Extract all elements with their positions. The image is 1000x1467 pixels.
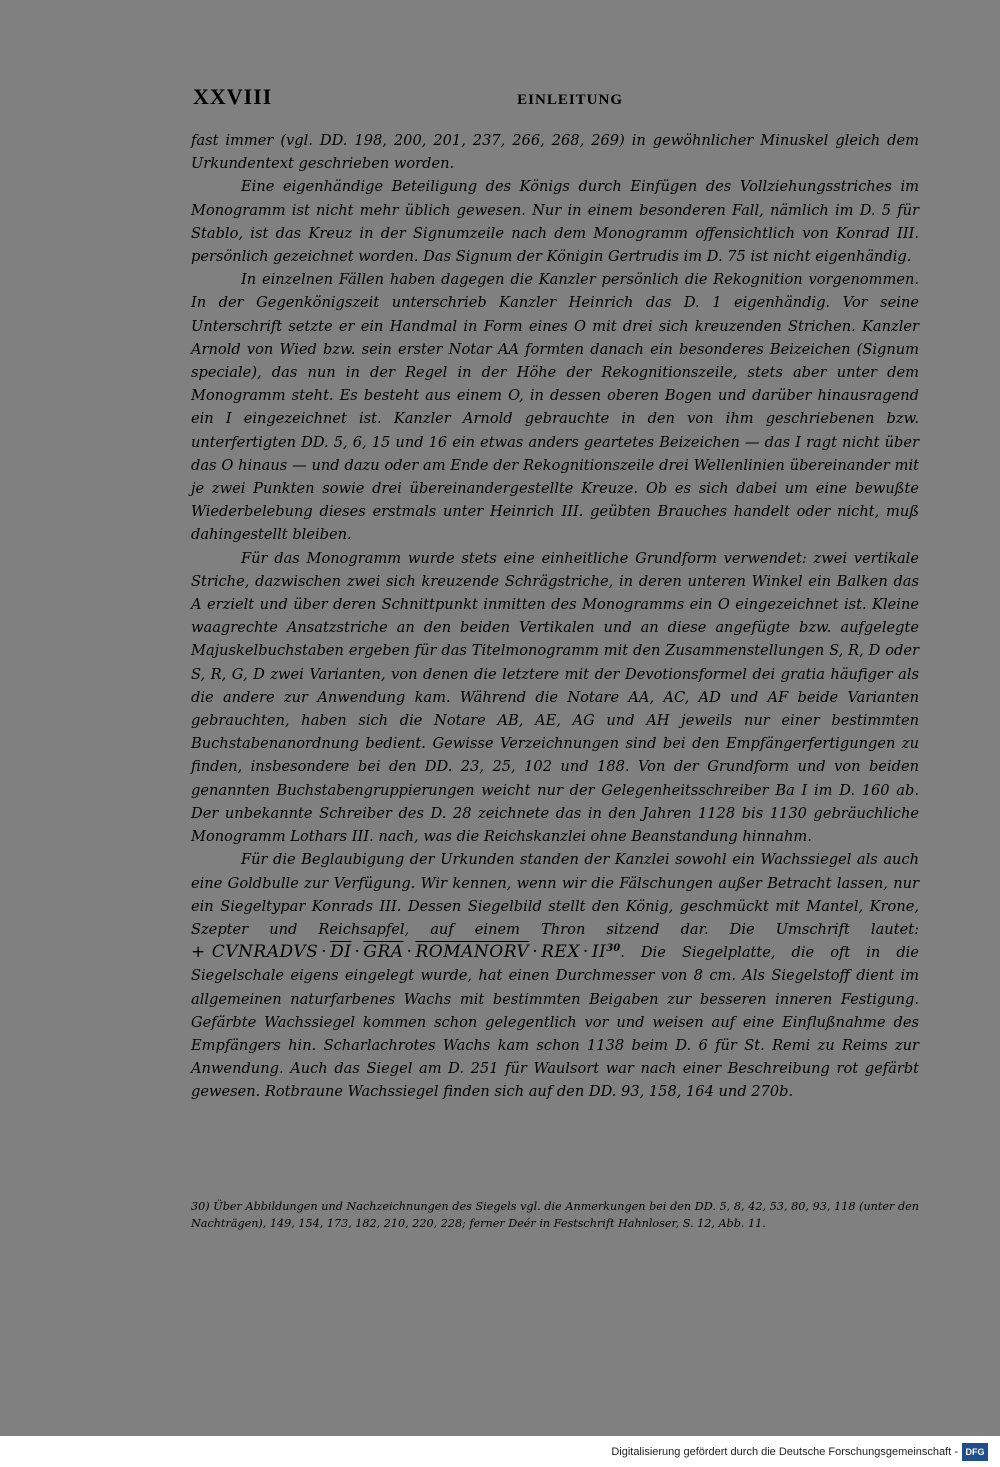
- seal-separator: ·: [354, 942, 361, 963]
- seal-separator: ·: [321, 942, 328, 963]
- seal-legend-word: II: [591, 942, 607, 963]
- funding-notice: Digitalisierung gefördert durch die Deutsche Forschungsgemeinschaft -: [611, 1446, 958, 1458]
- seal-legend-word: $\overline{GRA}$: [363, 942, 404, 963]
- paragraph-rekognition: In einzelnen Fällen haben dagegen die Kanzler persönlich die Rekognition vorgenommen. In der Gegenkönigszeit unterschrieb Kanzler Heinrich das D. 1 eigenhändig. Vor seine Unterschrift setzte er ein Handmal in Form eines O mit drei sich kreuzenden Strichen. Kanzler Arnold von Wied bzw. sein erster Notar AA formten danach ein besonderes Beizeichen (Signum speciale), das nun in der Regel in der Höhe der Rekognitionszeile, stets aber unter dem Monogramm steht. Es besteht aus einem O, in dessen oberen Bogen und darüber hinausragend ein I eingezeichnet ist. Kanzler Arnold gebrauchte in den von ihm geschriebenen bzw. unterfertigten DD. 5, 6, 15 und 16 ein etwas anders geartetes Beizeichen — das I ragt nicht über das O hinaus — und dazu oder am Ende der Rekognitionszeile drei Wellenlinien übereinander mit je zwei Punkten sowie drei übereinandergestellte Kreuze. Ob es sich dabei um eine bewußte Wiederbelebung dieses erstmals unter Heinrich III. geübten Brauches handelt oder nicht, muß dahingestellt bleiben.: [191, 271, 919, 544]
- seal-legend-word: REX: [541, 942, 580, 963]
- page-number: XXVIII: [193, 84, 273, 109]
- seal-separator: ·: [406, 942, 413, 963]
- footer-bar: [0, 1436, 1000, 1467]
- seal-legend-word: $\overline{DI}$: [330, 942, 352, 963]
- running-head: EINLEITUNG: [517, 92, 623, 108]
- paragraph-monogramm: Für das Monogramm wurde stets eine einheitliche Grundform verwendet: zwei vertikale Striche, dazwischen zwei sich kreuzende Schrägstriche, in deren unteren Winkel ein Balken das A erzielt und über deren Schnittpunkt inmitten des Monogramms ein O eingezeichnet ist. Kleine waagrechte Ansatzstriche an den beiden Vertikalen und an diese angefügte bzw. aufgelegte Majuskelbuchstaben ergeben für das Titelmonogramm mit den Zusammenstellungen S, R, D oder S, R, G, D zwei Varianten, von denen die letztere mit der Devotionsformel dei gratia häufiger als die andere zur Anwendung kam. Während die Notare AA, AC, AD und AF beide Varianten gebrauchten, haben sich die Notare AB, AE, AG und AH jeweils nur einer bestimmten Buchstabenanordnung bedient. Gewisse Verzeichnungen sind bei den Empfängerfertigungen zu finden, insbesondere bei den DD. 23, 25, 102 und 188. Von der Grundform und von beiden genannten Buchstabengruppierungen weicht nur der Gelegenheitsschreiber Ba I im D. 160 ab. Der unbekannte Schreiber des D. 28 zeichnete das in den Jahren 1128 bis 1130 gebräuchliche Monogramm Lothars III. nach, was die Reichskanzlei ohne Beanstandung hinnahm.: [191, 549, 919, 846]
- cross-symbol: +: [191, 942, 206, 963]
- paragraph-signum: Eine eigenhändige Beteiligung des Königs durch Einfügen des Vollziehungsstriches im Monogramm ist nicht mehr üblich gewesen. Nur in einem besonderen Fall, nämlich im D. 5 für Stablo, ist das Kreuz in der Signumzeile nach dem Monogramm offensichtlich von Konrad III. persönlich gezeichnet worden. Das Signum der Königin Gertrudis im D. 75 ist nicht eigenhändig.: [191, 178, 919, 266]
- footnote-reference[interactable]: 30: [606, 943, 621, 955]
- footnote: 30) Über Abbildungen und Nachzeichnungen des Siegels vgl. die Anmerkungen bei den DD. 5, 8, 42, 53, 80, 93, 118 (unter den Nachträgen), 149, 154, 173, 182, 210, 220, 228; ferner Deér in Festschrift Hahnloser, S. 12, Abb. 11.: [191, 1200, 919, 1230]
- seal-legend-word: CVNRADVS: [211, 942, 319, 963]
- body-text: [191, 129, 919, 1104]
- seal-text-after: . Die Siegelplatte, die oft in die Siegelschale eigens eingelegt wurde, hat einen Durchmesser von 8 cm. Als Siegelstoff dient im allgemeinen naturfarbenes Wachs mit bestimmten Beigaben zur besseren inneren Festigung. Gefärbte Wachssiegel kommen schon gelegentlich vor und weisen auf eine Einflußnahme des Empfängers hin. Scharlachrotes Wachs kam schon 1138 beim D. 6 für St. Remi zu Reims zur Anwendung. Auch das Siegel am D. 251 für Waulsort war nach einer Beschreibung rot gefärbt gewesen. Rotbraune Wachssiegel finden sich auf den DD. 93, 158, 164 und 270b.: [191, 944, 919, 1101]
- seal-separator: ·: [582, 942, 589, 963]
- seal-text-before: Für die Beglaubigung der Urkunden standen der Kanzlei sowohl ein Wachssiegel als auch eine Goldbulle zur Verfügung. Wir kennen, wenn wir die Fälschungen außer Betracht lassen, nur ein Siegeltypar Konrads III. Dessen Siegelbild stellt den König, geschmückt mit Mantel, Krone, Szepter und Reichsapfel, auf einem Thron sitzend dar. Die Umschrift lautet:: [191, 851, 919, 938]
- paragraph-siegel: [191, 848, 919, 1103]
- paragraph-continuation: fast immer (vgl. DD. 198, 200, 201, 237, 266, 268, 269) in gewöhnlicher Minuskel gleich dem Urkundentext geschrieben worden.: [191, 132, 919, 173]
- page-header: [193, 84, 623, 110]
- dfg-logo: DFG: [962, 1443, 988, 1461]
- seal-separator: ·: [532, 942, 539, 963]
- seal-legend-word: ROMANORV: [415, 942, 530, 963]
- seal-legend: [191, 942, 606, 962]
